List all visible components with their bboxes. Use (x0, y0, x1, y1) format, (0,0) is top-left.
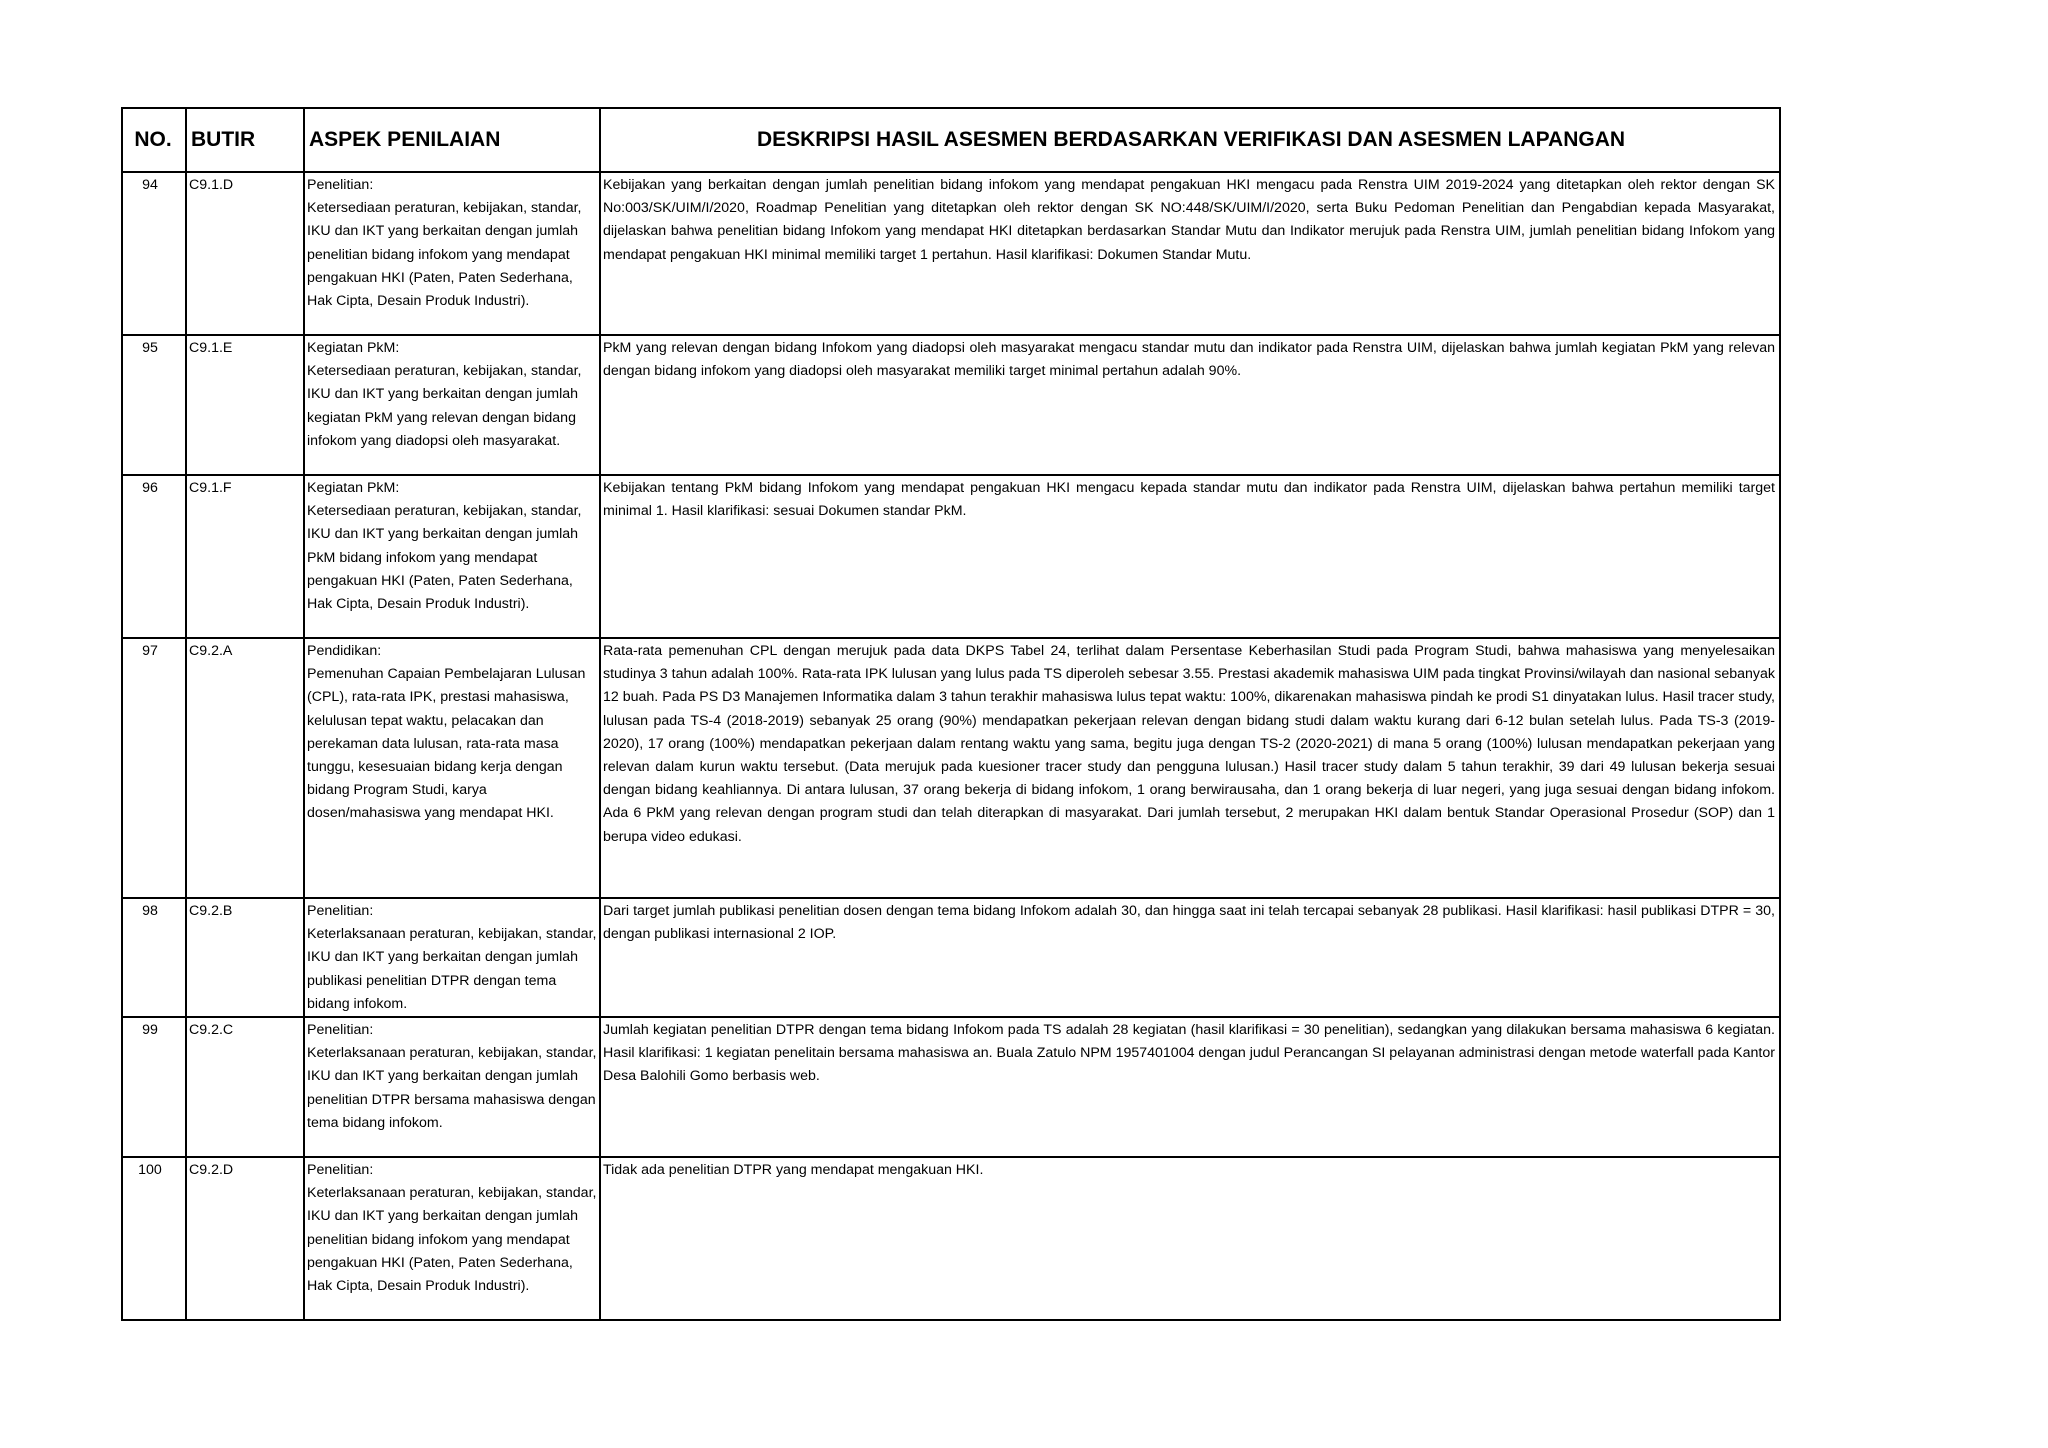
row-deskripsi: Rata-rata pemenuhan CPL dengan merujuk pada data DKPS Tabel 24, terlihat dalam Persentase Keberhasilan Studi pada Program Studi, bahwa mahasiswa yang menyelesaikan studinya 3 tahun adalah 100%. Rata-rata IPK lulusan yang lulus pada TS diperoleh sebesar 3.55. Prestasi akademik mahasiswa UIM pada tingkat Provinsi/wilayah dan nasional sebanyak 12 buah. Pada PS D3 Manajemen Informatika dalam 3 tahun terakhir mahasiswa lulus tepat waktu: 100%, dikarenakan mahasiswa pindah ke prodi S1 dinyatakan lulus. Hasil tracer study, lulusan pada TS-4 (2018-2019) sebanyak 25 orang (90%) mendapatkan pekerjaan relevan dengan bidang studi dalam waktu kurang dari 6-12 bulan setelah lulus. Pada TS-3 (2019-2020), 17 orang (100%) mendapatkan pekerjaan dalam rentang waktu yang sama, begitu juga dengan TS-2 (2020-2021) di mana 5 orang (100%) lulusan mendapatkan pekerjaan yang relevan dalam kurun waktu tersebut. (Data merujuk pada kuesioner tracer study dan pengguna lulusan.) Hasil tracer study dalam 5 tahun terakhir, 39 dari 49 lulusan bekerja sesuai dengan bidang keahliannya. Di antara lulusan, 37 orang bekerja di bidang infokom, 1 orang berwirausaha, dan 1 orang bekerja di luar negeri, yang juga sesuai dengan bidang infokom. Ada 6 PkM yang relevan dengan program studi dan telah diterapkan di masyarakat. Dari jumlah tersebut, 2 merupakan HKI dalam bentuk Standar Operasional Prosedur (SOP) dan 1 berupa video edukasi. (600, 638, 1780, 898)
aspek-body: Pemenuhan Capaian Pembelajaran Lulusan (CPL), rata-rata IPK, prestasi mahasiswa, kelulusan tepat waktu, pelacakan dan perekaman data lulusan, rata-rata masa tunggu, kesesuaian bidang kerja dengan bidang Program Studi, karya dosen/mahasiswa yang mendapat HKI. (307, 666, 586, 822)
row-deskripsi: Jumlah kegiatan penelitian DTPR dengan tema bidang Infokom pada TS adalah 28 kegiatan (hasil klarifikasi = 30 penelitian), sedangkan yang dilakukan bersama mahasiswa 6 kegiatan. Hasil klarifikasi: 1 kegiatan penelitain bersama mahasiswa an. Buala Zatulo NPM 1957401004 dengan judul Perancangan SI pelayanan administrasi dengan metode waterfall pada Kantor Desa Balohili Gomo berbasis web. (600, 1017, 1780, 1157)
table-row (122, 1157, 1780, 1320)
aspek-title: Penelitian: (307, 177, 374, 193)
aspek-body: Ketersediaan peraturan, kebijakan, standar, IKU dan IKT yang berkaitan dengan jumlah penelitian bidang infokom yang mendapat pengakuan HKI (Paten, Paten Sederhana, Hak Cipta, Desain Produk Industri). (307, 200, 582, 310)
aspek-title: Penelitian: (307, 1022, 374, 1039)
header-deskripsi: DESKRIPSI HASIL ASESMEN BERDASARKAN VERIFIKASI DAN ASESMEN LAPANGAN (600, 108, 1780, 172)
row-deskripsi: Tidak ada penelitian DTPR yang mendapat mengakuan HKI. (600, 1157, 1780, 1320)
row-deskripsi: Kebijakan tentang PkM bidang Infokom yang mendapat pengakuan HKI mengacu kepada standar mutu dan indikator pada Renstra UIM, dijelaskan bahwa pertahun memiliki target minimal 1. Hasil klarifikasi: sesuai Dokumen standar PkM. (600, 475, 1780, 638)
aspek-title: Penelitian: (307, 903, 374, 919)
row-aspek (304, 172, 600, 335)
row-deskripsi: PkM yang relevan dengan bidang Infokom yang diadopsi oleh masyarakat mengacu standar mutu dan indikator pada Renstra UIM, dijelaskan bahwa jumlah kegiatan PkM yang relevan dengan bidang infokom yang diadopsi oleh masyarakat memiliki target minimal pertahun adalah 90%. (600, 335, 1780, 475)
row-aspek (304, 898, 600, 1017)
row-no: 97 (122, 638, 186, 898)
row-aspek (304, 475, 600, 638)
row-butir: C9.2.D (186, 1157, 304, 1320)
aspek-title: Pendidikan: (307, 643, 382, 659)
row-butir: C9.1.F (186, 475, 304, 638)
aspek-body: Keterlaksanaan peraturan, kebijakan, standar, IKU dan IKT yang berkaitan dengan jumlah penelitian DTPR bersama mahasiswa dengan tema bidang infokom. (307, 1045, 597, 1131)
row-aspek (304, 638, 600, 898)
table-row (122, 475, 1780, 638)
row-butir: C9.1.E (186, 335, 304, 475)
header-row (122, 108, 1780, 172)
row-no: 94 (122, 172, 186, 335)
assessment-table (121, 107, 1781, 1321)
header-butir: BUTIR (186, 108, 304, 172)
table-row (122, 638, 1780, 898)
row-no: 100 (122, 1157, 186, 1320)
aspek-title: Penelitian: (307, 1162, 374, 1179)
aspek-body: Ketersediaan peraturan, kebijakan, standar, IKU dan IKT yang berkaitan dengan jumlah PkM bidang infokom yang mendapat pengakuan HKI (Paten, Paten Sederhana, Hak Cipta, Desain Produk Industri). (307, 503, 582, 613)
row-aspek (304, 1157, 600, 1320)
row-deskripsi: Dari target jumlah publikasi penelitian dosen dengan tema bidang Infokom adalah 30, dan hingga saat ini telah tercapai sebanyak 28 publikasi. Hasil klarifikasi: hasil publikasi DTPR = 30, dengan publikasi internasional 2 IOP. (600, 898, 1780, 1017)
row-aspek (304, 335, 600, 475)
aspek-body: Keterlaksanaan peraturan, kebijakan, standar, IKU dan IKT yang berkaitan dengan jumlah penelitian bidang infokom yang mendapat pengakuan HKI (Paten, Paten Sederhana, Hak Cipta, Desain Produk Industri). (307, 1185, 597, 1295)
header-no: NO. (122, 108, 186, 172)
aspek-body: Keterlaksanaan peraturan, kebijakan, standar, IKU dan IKT yang berkaitan dengan jumlah publikasi penelitian DTPR dengan tema bidang infokom. (307, 926, 597, 1012)
row-aspek (304, 1017, 600, 1157)
row-no: 95 (122, 335, 186, 475)
row-deskripsi: Kebijakan yang berkaitan dengan jumlah penelitian bidang infokom yang mendapat pengakuan HKI mengacu pada Renstra UIM 2019-2024 yang ditetapkan oleh rektor dengan SK No:003/SK/UIM/I/2020, Roadmap Penelitian yang ditetapkan oleh rektor dengan SK NO:448/SK/UIM/I/2020, serta Buku Pedoman Penelitian dan Pengabdian kepada Masyarakat, dijelaskan bahwa penelitian bidang Infokom yang mendapat HKI ditetapkan berdasarkan Standar Mutu dan Indikator merujuk pada Renstra UIM, jumlah penelitian bidang Infokom yang mendapat pengakuan HKI minimal memiliki target 1 pertahun. Hasil klarifikasi: Dokumen Standar Mutu. (600, 172, 1780, 335)
row-no: 98 (122, 898, 186, 1017)
aspek-title: Kegiatan PkM: (307, 340, 400, 356)
table-row (122, 172, 1780, 335)
table-row (122, 335, 1780, 475)
aspek-body: Ketersediaan peraturan, kebijakan, standar, IKU dan IKT yang berkaitan dengan jumlah kegiatan PkM yang relevan dengan bidang infokom yang diadopsi oleh masyarakat. (307, 363, 582, 449)
header-aspek-penilaian: ASPEK PENILAIAN (304, 108, 600, 172)
row-butir: C9.2.C (186, 1017, 304, 1157)
row-no: 99 (122, 1017, 186, 1157)
aspek-title: Kegiatan PkM: (307, 480, 400, 496)
row-butir: C9.2.B (186, 898, 304, 1017)
table-row (122, 1017, 1780, 1157)
table-row (122, 898, 1780, 1017)
row-no: 96 (122, 475, 186, 638)
row-butir: C9.1.D (186, 172, 304, 335)
row-butir: C9.2.A (186, 638, 304, 898)
